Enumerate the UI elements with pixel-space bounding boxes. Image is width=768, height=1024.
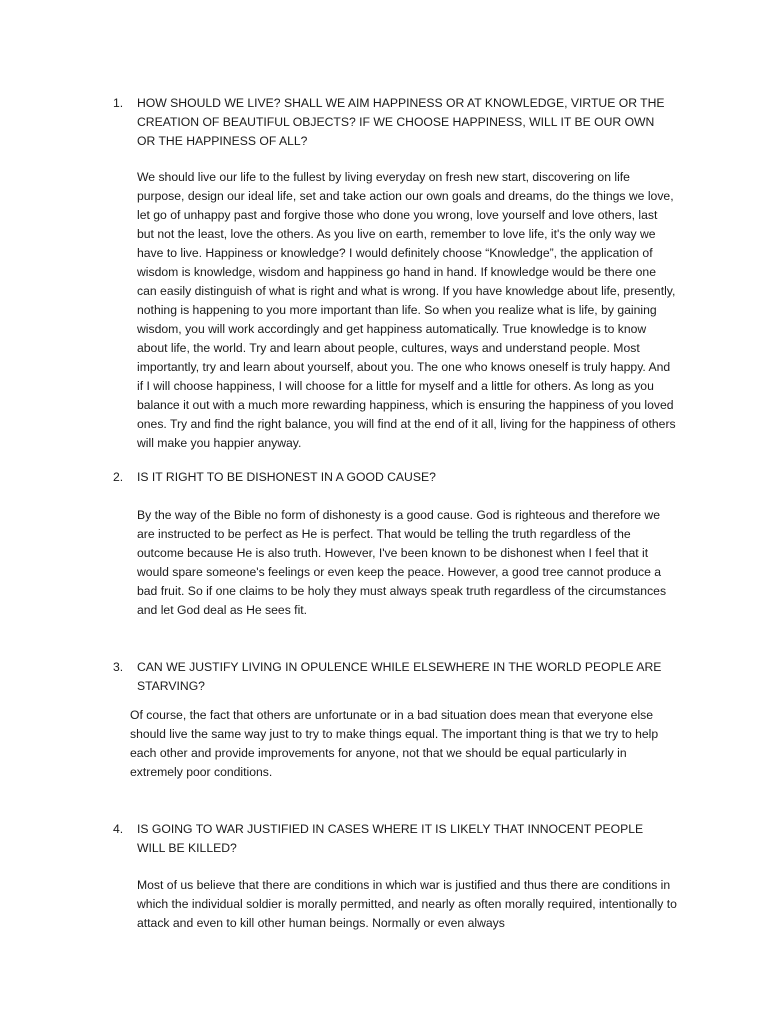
question-1 <box>113 94 673 151</box>
question-heading: HOW SHOULD WE LIVE? SHALL WE AIM HAPPINESS OR AT KNOWLEDGE, VIRTUE OR THE CREATION OF BEAUTIFUL OBJECTS? IF WE CHOOSE HAPPINESS, WILL IT BE OUR OWN OR THE HAPPINESS OF ALL? <box>137 96 665 148</box>
question-number: 2. <box>113 470 124 484</box>
answer-text: We should live our life to the fullest by living everyday on fresh new start, discovering on life purpose, design our ideal life, set and take action our own goals and dreams, do the things we love, let go of unhappy past and forgive those who done you wrong, love yourself and love others, last but not the least, love the others. As you live on earth, remember to love life, it's the only way we have to live. Happiness or knowledge? I would definitely choose “Knowledge”, the application of wisdom is knowledge, wisdom and happiness go hand in hand. If knowledge would be there one can easily distinguish of what is right and what is wrong. If you have knowledge about life, presently, nothing is happening to you more important than life. So when you realize what is life, by gaining wisdom, you will work accordingly and get happiness automatically. True knowledge is to know about life, the world. Try and learn about people, cultures, ways and understand people. Most importantly, try and learn about yourself, about you. The one who knows oneself is truly happy. And if I will choose happiness, I will choose for a little for myself and a little for others. As long as you balance it out with a much more rewarding happiness, which is ensuring the happiness of you loved ones. Try and find the right balance, you will find at the end of it all, living for the happiness of others will make you happier anyway. <box>137 170 676 450</box>
question-number: 3. <box>113 660 124 674</box>
question-3 <box>113 658 673 696</box>
answer-text: Of course, the fact that others are unfortunate or in a bad situation does mean that everyone else should live the same way just to try to make things equal. The important thing is that we try to help each other and provide improvements for anyone, not that we should be equal particularly in extremely poor conditions. <box>130 708 659 779</box>
question-2 <box>113 468 673 487</box>
question-number: 4. <box>113 822 124 836</box>
question-heading: IS GOING TO WAR JUSTIFIED IN CASES WHERE IT IS LIKELY THAT INNOCENT PEOPLE WILL BE KILLED? <box>137 822 644 855</box>
question-4 <box>113 820 673 858</box>
question-heading: IS IT RIGHT TO BE DISHONEST IN A GOOD CAUSE? <box>137 470 436 484</box>
answer-4 <box>137 876 677 933</box>
answer-1 <box>137 168 677 453</box>
answer-text: By the way of the Bible no form of dishonesty is a good cause. God is righteous and therefore we are instructed to be perfect as He is perfect. That would be telling the truth regardless of the outcome because He is also truth. However, I've been known to be dishonest when I feel that it would spare someone's feelings or even keep the peace. However, a good tree cannot produce a bad fruit. So if one claims to be holy they must always speak truth regardless of the circumstances and let God deal as He sees fit. <box>137 508 667 617</box>
answer-2 <box>137 506 677 620</box>
question-number: 1. <box>113 96 124 110</box>
question-heading: CAN WE JUSTIFY LIVING IN OPULENCE WHILE ELSEWHERE IN THE WORLD PEOPLE ARE STARVING? <box>137 660 662 693</box>
answer-text: Most of us believe that there are conditions in which war is justified and thus there are conditions in which the individual soldier is morally permitted, and nearly as often morally required, intentionally to attack and even to kill other human beings. Normally or even always <box>137 878 677 930</box>
answer-3 <box>130 706 660 782</box>
